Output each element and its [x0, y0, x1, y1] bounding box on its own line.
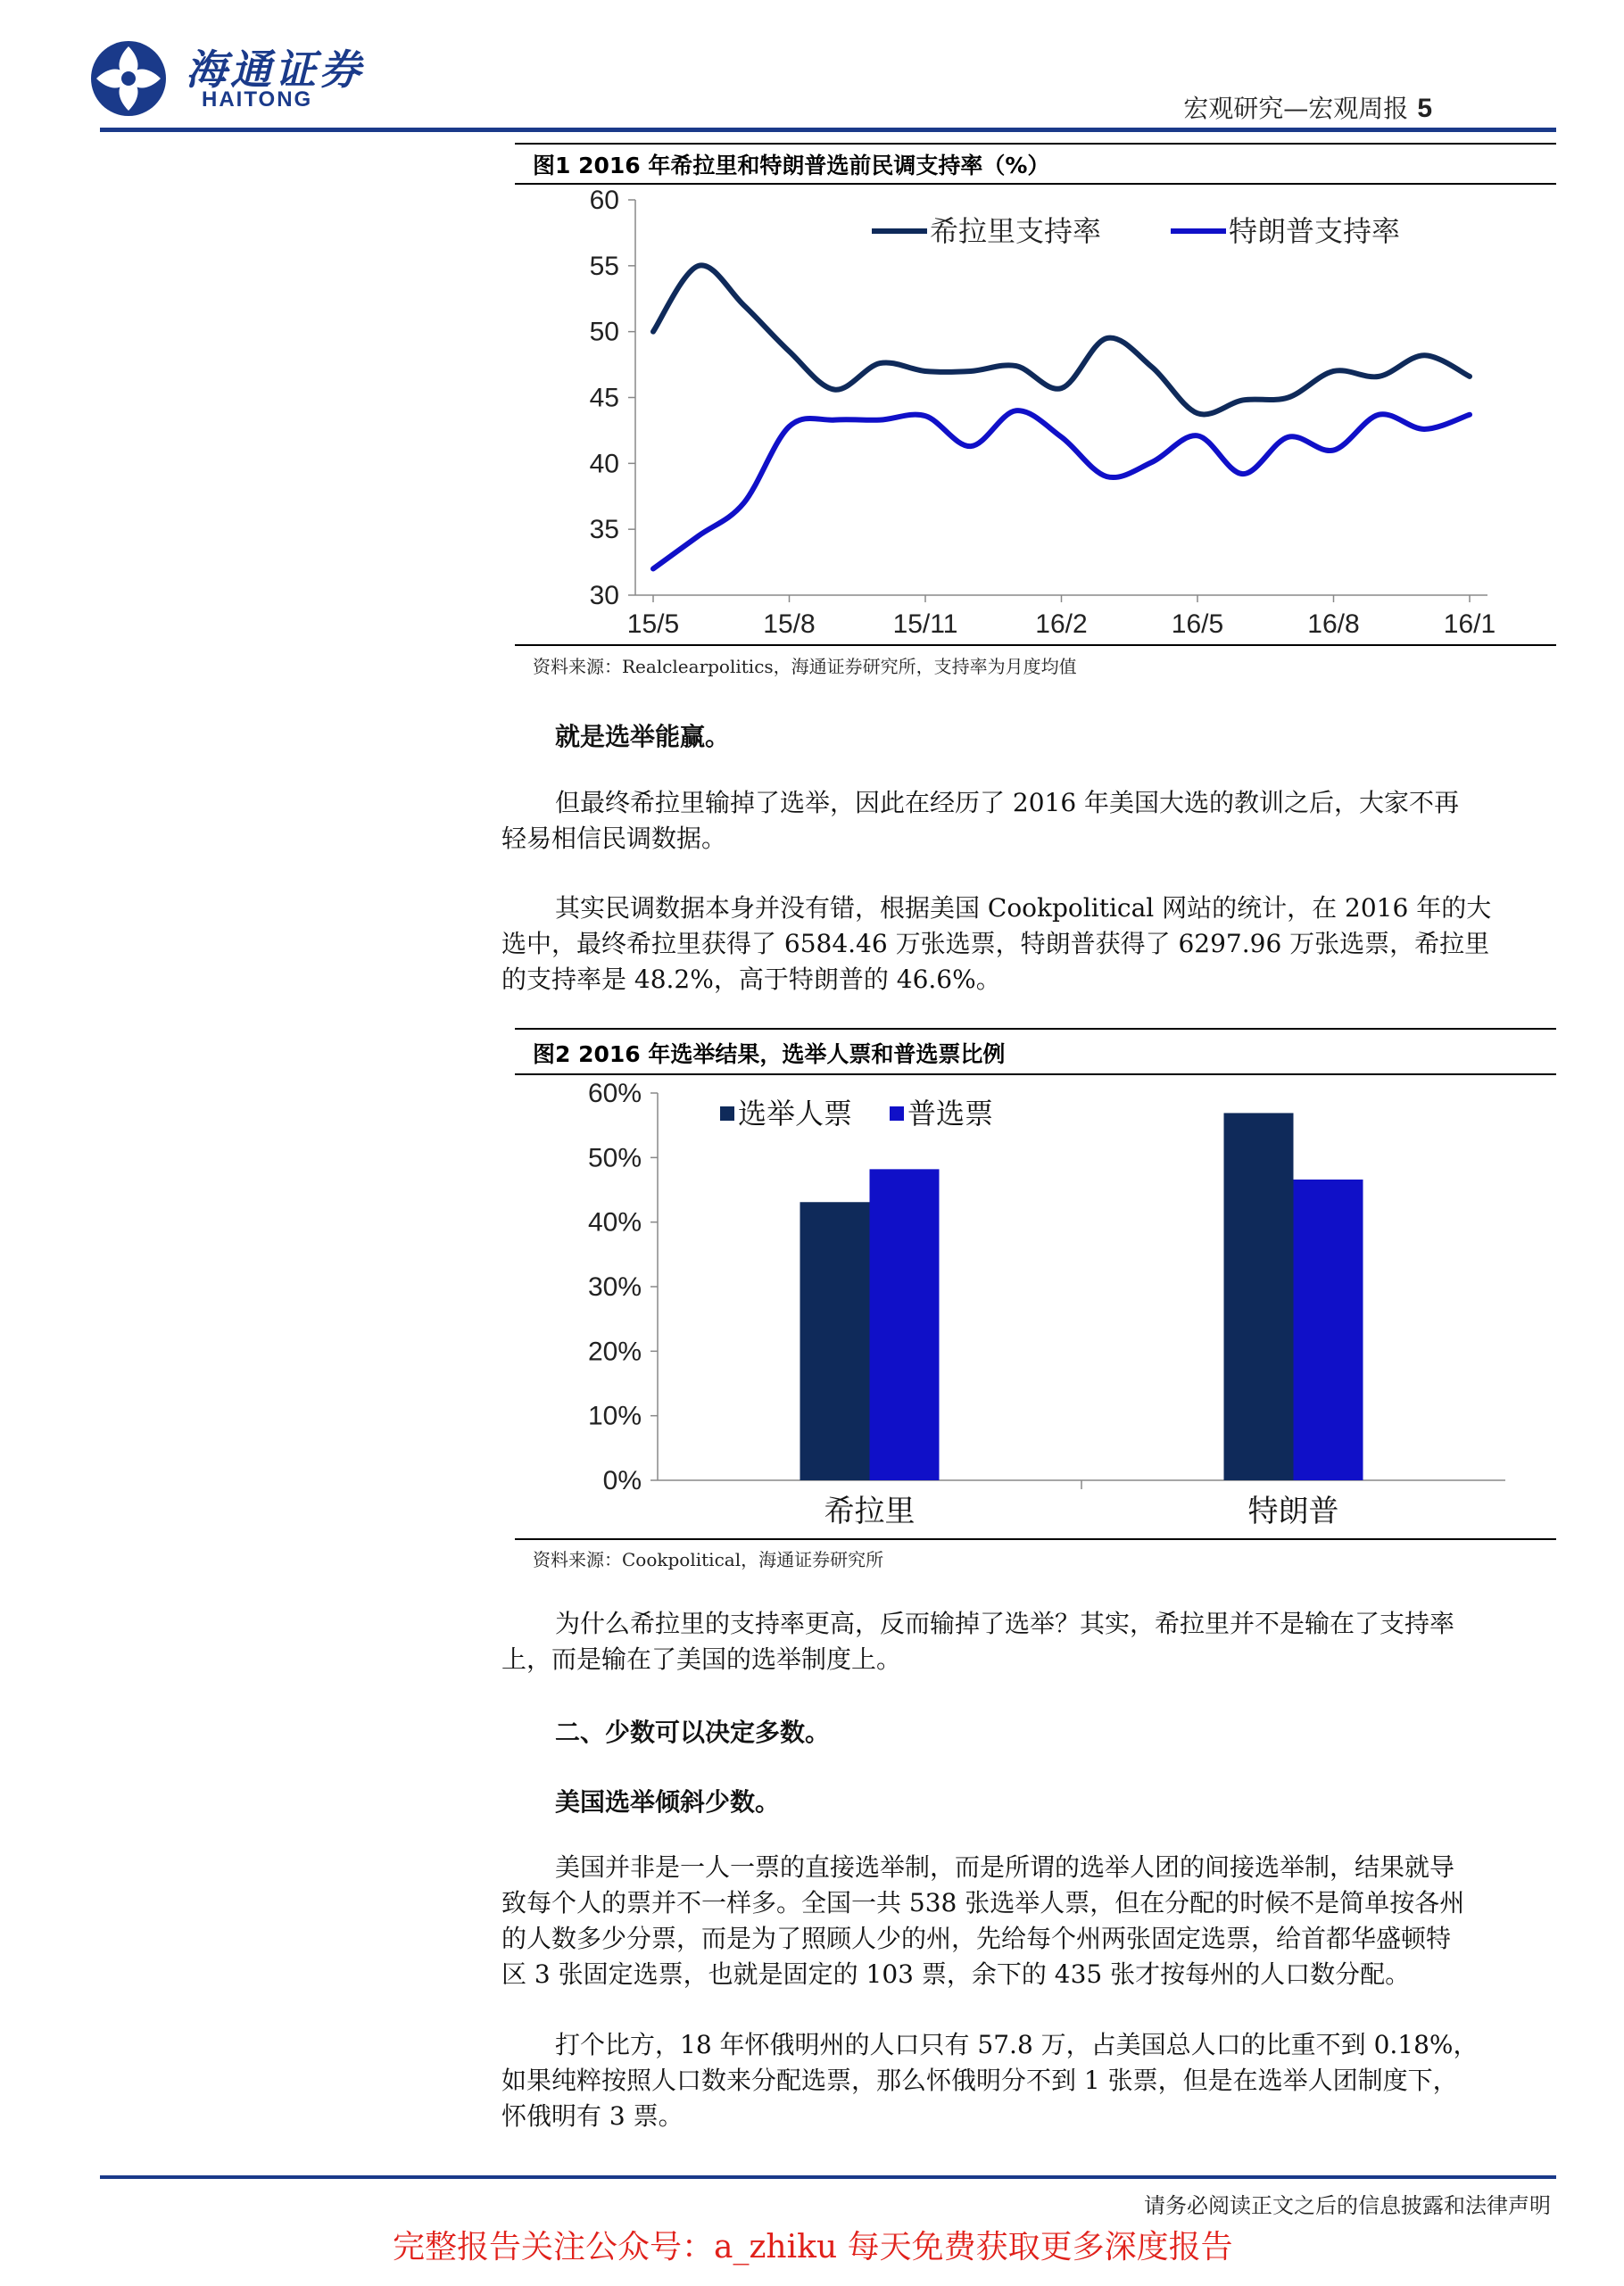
legend-label: 选举人票 [738, 1097, 853, 1130]
figure2-top-rule [515, 1028, 1556, 1030]
paragraph-6 [501, 2027, 1545, 2134]
paragraph-line: 上，而是输在了美国的选举制度上。 [501, 1644, 902, 1674]
bar-1 [800, 1202, 870, 1480]
subsection-heading: 美国选举倾斜少数。 [555, 1787, 781, 1817]
y-tick-label: 35 [589, 515, 619, 545]
x-tick-label: 16/8 [1307, 609, 1360, 639]
paragraph-line: 选中，最终希拉里获得了 6584.46 万张选票，特朗普获得了 6297.96 万张选票，希拉里 [501, 929, 1490, 958]
x-tick-label: 16/5 [1171, 609, 1224, 639]
figure1-top-rule [515, 143, 1556, 145]
x-tick-label: 15/8 [763, 609, 816, 639]
paragraph-line: 怀俄明有 3 票。 [501, 2101, 684, 2131]
y-tick-label: 50 [589, 317, 619, 347]
x-tick-label: 16/1 [1443, 609, 1496, 639]
legend-swatch [720, 1106, 734, 1121]
header-rule [100, 128, 1556, 132]
legend-label: 希拉里支持率 [930, 215, 1102, 247]
y-tick-label: 50% [587, 1143, 642, 1173]
y-tick-label: 20% [587, 1337, 642, 1367]
y-tick-label: 60 [589, 186, 619, 215]
legend-swatch [890, 1106, 904, 1121]
figure1-bottom-rule [515, 644, 1556, 646]
paragraph-line: 为什么希拉里的支持率更高，反而输掉了选举？其实，希拉里并不是输在了支持率 [555, 1609, 1455, 1638]
bar-2 [870, 1169, 940, 1480]
figure2-bar-chart [515, 1075, 1556, 1539]
y-tick-label: 40 [589, 449, 619, 479]
figure1-source: 资料来源：Realclearpolitics，海通证券研究所，支持率为月度均值 [533, 656, 1077, 677]
figure1-title: 图1 2016 年希拉里和特朗普选前民调支持率（%） [533, 153, 1050, 178]
y-tick-label: 10% [587, 1401, 642, 1431]
paragraph-1 [555, 717, 730, 753]
section-heading: 二、少数可以决定多数。 [555, 1718, 831, 1747]
y-tick-label: 0% [602, 1466, 642, 1495]
paragraph-line: 其实民调数据本身并没有错，根据美国 Cookpolitical 网站的统计，在 2016 年的大 [555, 893, 1492, 923]
bar-1 [1224, 1113, 1294, 1480]
paragraph-2 [501, 785, 1545, 857]
y-tick-label: 60% [587, 1079, 642, 1108]
figure2-title: 图2 2016 年选举结果，选举人票和普选票比例 [533, 1041, 1006, 1067]
header-section [1183, 89, 1432, 125]
footer-watermark: 完整报告关注公众号：a_zhiku 每天免费获取更多深度报告 [393, 2229, 1233, 2265]
paragraph-3 [501, 890, 1545, 998]
footer-rule [100, 2175, 1556, 2179]
legend-label: 特朗普支持率 [1229, 215, 1401, 247]
x-tick-label: 15/5 [626, 609, 680, 639]
page-number: 5 [1417, 94, 1432, 123]
paragraph-line: 轻易相信民调数据。 [501, 824, 727, 853]
haitong-logo-icon [87, 37, 170, 120]
figure1-line-chart [515, 185, 1556, 649]
paragraph-line: 致每个人的票并不一样多。全国一共 538 张选举人票，但在分配的时候不是简单按各州 [501, 1888, 1465, 1917]
paragraph-line: 如果纯粹按照人口数来分配选票，那么怀俄明分不到 1 张票，但是在选举人团制度下， [501, 2066, 1458, 2095]
category-label: 希拉里 [824, 1495, 916, 1528]
paragraph-line: 打个比方，18 年怀俄明州的人口只有 57.8 万，占美国总人口的比重不到 0.18%， [555, 2030, 1479, 2059]
x-tick-label: 15/11 [892, 609, 958, 639]
paragraph-4 [501, 1606, 1545, 1677]
logo-en: HAITONG [202, 87, 313, 112]
legend-label: 普选票 [907, 1097, 994, 1130]
logo-cn: 海通证券 [186, 46, 364, 94]
series-line-2 [653, 410, 1470, 568]
paragraph-line: 的支持率是 48.2%，高于特朗普的 46.6%。 [501, 965, 1001, 994]
y-tick-label: 45 [589, 383, 619, 413]
category-label: 特朗普 [1247, 1495, 1339, 1528]
paragraph-5 [501, 1850, 1545, 1992]
figure2-bottom-rule [515, 1538, 1556, 1540]
footer-disclaimer: 请务必阅读正文之后的信息披露和法律声明 [1144, 2193, 1551, 2218]
figure2-source: 资料来源：Cookpolitical，海通证券研究所 [533, 1549, 884, 1570]
series-line-1 [653, 265, 1470, 414]
x-tick-label: 16/2 [1035, 609, 1088, 639]
paragraph-line: 的人数多少分票，而是为了照顾人少的州，先给每个州两张固定选票，给首都华盛顿特 [501, 1924, 1452, 1953]
bar-2 [1294, 1180, 1363, 1480]
paragraph-line: 美国并非是一人一票的直接选举制，而是所谓的选举人团的间接选举制，结果就导 [555, 1852, 1455, 1882]
section-label: 宏观研究—宏观周报 [1183, 94, 1409, 123]
y-tick-label: 55 [589, 251, 619, 281]
paragraph-line: 但最终希拉里输掉了选举，因此在经历了 2016 年美国大选的教训之后，大家不再 [555, 788, 1460, 817]
paragraph-line: 就是选举能赢。 [555, 722, 731, 751]
y-tick-label: 40% [587, 1207, 642, 1238]
y-tick-label: 30% [587, 1272, 642, 1302]
logo [87, 37, 409, 118]
y-tick-label: 30 [589, 581, 619, 610]
paragraph-line: 区 3 张固定选票，也就是固定的 103 票，余下的 435 张才按每州的人口数分配。 [501, 1959, 1411, 1989]
